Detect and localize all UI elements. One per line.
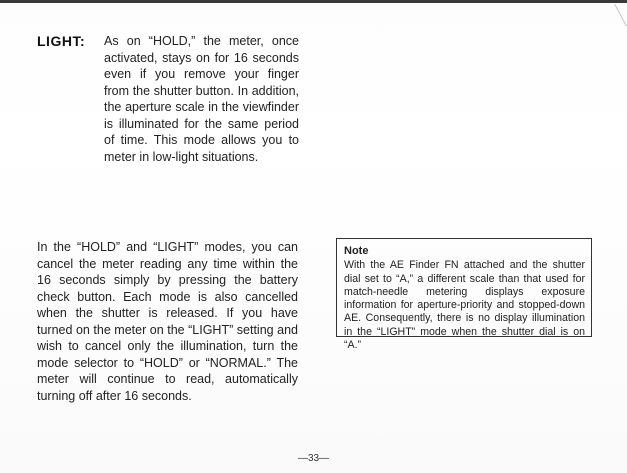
cancel-paragraph: In the “HOLD” and “LIGHT” modes, you can cancel the meter reading any time within the 16 seconds simply by pressing the battery check button. Each mode is also cancelled when the shutter is released. If you have turned on the meter on the “LIGHT” setting and wish to cancel only the illumination, turn the mode selector to “HOLD” or “NORMAL.” The meter will continue to read, automatically turning off after 16 seconds. [37, 240, 298, 403]
note-body: With the AE Finder FN attached and the shutter dial set to “A,” a different scale than that used for match-needle metering displays exposure information for aperture-priority and stopped-down AE. Consequently, there is no display illumination in the “LIGHT” mode when the shutter dial is on “A.” [344, 259, 585, 352]
top-border [0, 0, 627, 3]
light-mode-paragraph: As on “HOLD,” the meter, once activated, stays on for 16 seconds even if you remove your finger from the shutter button. In addition, the aperture scale in the viewfinder is illuminated for the same period of time. This mode allows you to meter in low-light situations. [104, 34, 299, 164]
page-corner-mark [596, 4, 627, 26]
note-title: Note [344, 245, 369, 257]
page-number: —33— [297, 453, 330, 464]
cancel-instructions [37, 239, 298, 404]
light-mode-description [104, 33, 299, 165]
note-box [336, 238, 592, 352]
light-mode-heading: LIGHT: [37, 33, 86, 49]
